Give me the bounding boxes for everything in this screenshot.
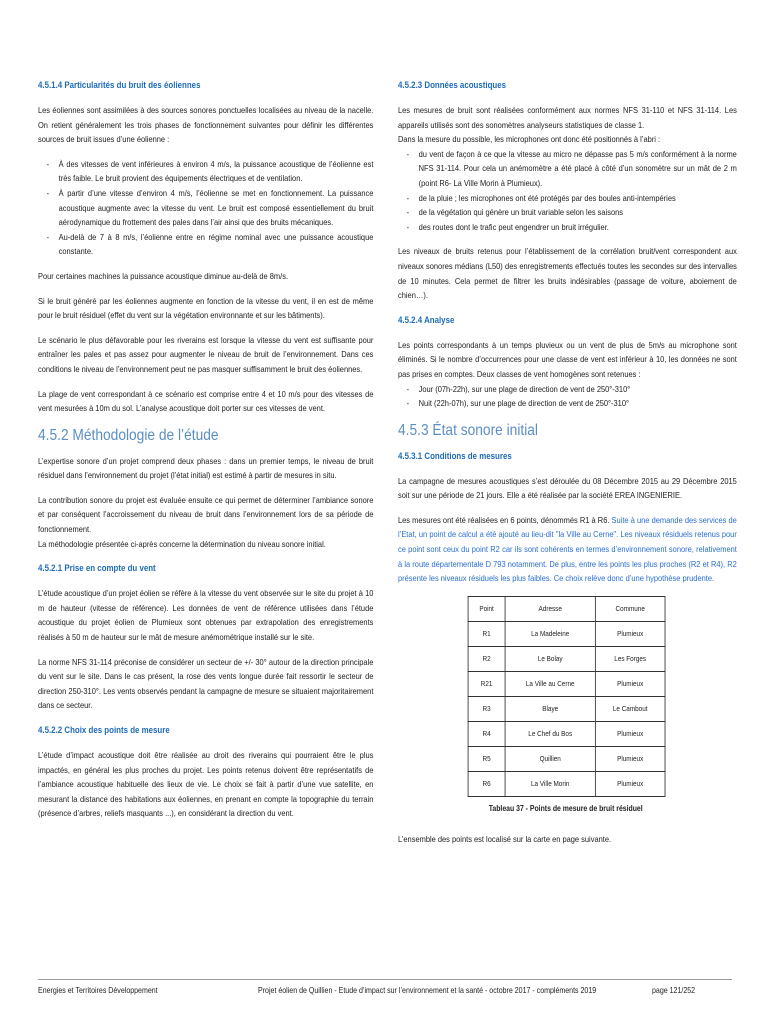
paragraph: La méthodologie présentée ci-après concerne la détermination du niveau sonore initial.: [38, 538, 326, 549]
table-cell: Plumieux: [595, 621, 665, 646]
section-heading-4-5-2-4: 4.5.2.4 Analyse: [398, 314, 455, 325]
left-column: [38, 78, 373, 831]
section-heading-4-5-2: 4.5.2 Méthodologie de l’étude: [38, 426, 219, 444]
table-cell: Plumieux: [595, 671, 665, 696]
list-item: - À des vitesses de vent inférieures à environ 4 m/s, la puissance acoustique de l’éolienne est très faible. Le bruit provient des équipements électriques et de ventilation.: [59, 157, 374, 186]
table-cell: La Ville Morin: [505, 771, 595, 796]
paragraph: Les éoliennes sont assimilées à des sources sonores ponctuelles localisées au niveau de la nacelle. On retient généralement les trois phases de fonctionnement suivantes pour définir les différentes sources de bruit issues d’une éolienne :: [38, 105, 374, 145]
paragraph: Les niveaux de bruits retenus pour l’établissement de la corrélation bruit/vent correspondent aux niveaux sonores médians (L50) des enregistrements effectués toutes les secondes sur des intervalles de 10 minutes. Cela permet de filtrer les bruits indésirables (passage de voiture, aboiement de chien…).: [398, 246, 737, 301]
table-cell: R2: [468, 646, 505, 671]
table-cell: La Ville au Cerne: [505, 671, 595, 696]
list-item: - de la pluie ; les microphones ont été protégés par des boules anti-intempéries: [419, 191, 737, 206]
table-cell: Les Forges: [595, 646, 665, 671]
paragraph: La norme NFS 31-114 préconise de considérer un secteur de +/- 30° autour de la direction principale du vent sur le site. Dans le cas présent, la rose des vents longue durée fait ressortir le secteur de direction 250-310°. Les vents observés pendant la campagne de mesure se situaient majoritairement dans ce secteur.: [38, 656, 374, 711]
list-item: - du vent de façon à ce que la vitesse au micro ne dépasse pas 5 m/s conformément à la norme NFS 31-114. Pour cela un anémomètre a été placé à côté d’un sonomètre sur un mât de 2 m (point R6- La Ville Morin à Plumieux).: [419, 147, 737, 191]
section-heading-4-5-2-2: 4.5.2.2 Choix des points de mesure: [38, 725, 170, 735]
paragraph: L’étude acoustique d’un projet éolien se réfère à la vitesse du vent observée sur le site du projet à 10 m de hauteur (vitesse de référence). Les données de vent de référence utilisées dans l’étude acoustique du projet éolien de Plumieux sont obtenues par extrapolation des enregistrements réalisés à 50 m de hauteur sur le mât de mesure anémométrique installé sur le site.: [38, 588, 374, 643]
list-item: - Nuit (22h-07h), sur une plage de direction de vent de 250°-310°: [419, 396, 737, 411]
paragraph: Dans la mesure du possible, les microphones ont donc été positionnés à l’abri :: [398, 134, 661, 145]
section-heading-4-5-3-1: 4.5.3.1 Conditions de mesures: [398, 450, 512, 461]
list-item: - Au-delà de 7 à 8 m/s, l’éolienne entre en régime nominal avec une puissance acoustique constante.: [59, 230, 374, 259]
table-cell: R21: [468, 671, 505, 696]
table-cell: La Madeleine: [505, 621, 595, 646]
table-cell: R3: [468, 696, 505, 721]
paragraph: [398, 513, 737, 586]
section-heading-4-5-2-1: 4.5.2.1 Prise en compte du vent: [38, 563, 156, 574]
table-header-cell: Adresse: [505, 596, 595, 621]
paragraph: L’étude d’impact acoustique doit être réalisée au droit des riverains qui pourraient être le plus impactés, en général les plus proches du projet. Les points retenus doivent être représentatifs de l’ambiance acoustique habituelle des lieux de vie. Le choix se fait à partir d’une vue satellite, en mesurant la distance des habitations aux éoliennes, en prenant en compte la topographie du terrain (présence d’arbres, reliefs masquants ...), en considérant la direction du vent.: [38, 750, 374, 819]
section-heading-4-5-2-3: 4.5.2.3 Données acoustiques: [398, 80, 507, 90]
measurement-points-table: [468, 596, 666, 797]
paragraph: Le scénario le plus défavorable pour les riverains est lorsque la vitesse du vent est suffisante pour entraîner les pales et pas assez pour augmenter le niveau de bruit de l’environnement. Dans ces conditions le niveau de l’environnement peut ne pas masquer suffisamment le bruit des éoliennes.: [38, 334, 374, 374]
right-column: [398, 78, 737, 857]
table-row: [468, 671, 665, 696]
table-cell: R6: [468, 771, 505, 796]
list-item: - des routes dont le trafic peut engendrer un bruit irrégulier.: [419, 220, 737, 235]
table-cell: Plumieux: [595, 771, 665, 796]
table-cell: Plumieux: [595, 746, 665, 771]
table-row: [468, 646, 665, 671]
paragraph: L’ensemble des points est localisé sur la carte en page suivante.: [398, 834, 612, 845]
paragraph: Les points correspondants à un temps pluvieux ou un vent de plus de 5m/s au microphone sont éliminés. Si le nombre d’occurrences pour une classe de vent est inférieur à 10, les données ne sont pas prises en comptes. Deux classes de vent homogènes sont retenues :: [398, 339, 737, 379]
table-cell: Plumieux: [595, 721, 665, 746]
table-cell: Le Chef du Bos: [505, 721, 595, 746]
table-header-cell: Point: [468, 596, 505, 621]
paragraph: La plage de vent correspondant à ce scénario est comprise entre 4 et 10 m/s pour des vitesses de vent mesurées à 10m du sol. L’analyse acoustique doit porter sur ces vitesses de vent.: [38, 388, 374, 414]
table-cell: Le Cambout: [595, 696, 665, 721]
footer-organization: Energies et Territoires Développement: [38, 986, 158, 995]
paragraph: L’expertise sonore d’un projet comprend deux phases : dans un premier temps, le niveau de bruit résiduel dans l’environnement du projet (l’état initial) est estimé à partir de mesures in situ.: [38, 455, 374, 481]
footer-divider: [38, 979, 732, 980]
table-row: [468, 721, 665, 746]
paragraph: Les mesures de bruit sont réalisées conformément aux normes NFS 31-110 et NFS 31-114. Les appareils utilisés sont des sonomètres analyseurs statistiques de classe 1.: [398, 105, 737, 130]
list-item: - Jour (07h-22h), sur une plage de direction de vent de 250°-310°: [419, 382, 737, 397]
table-cell: R1: [468, 621, 505, 646]
paragraph: La contribution sonore du projet est évaluée ensuite ce qui permet de déterminer l’ambiance sonore et par conséquent l’accroissement du niveau de bruit dans l’environnement lors de sa période de fonctionnement.: [38, 494, 374, 535]
paragraph-text: Les mesures ont été réalisées en 6 points, dénommés R1 à R6.: [398, 514, 612, 525]
paragraph: Si le bruit généré par les éoliennes augmente en fonction de la vitesse du vent, il en est de même pour le bruit résiduel (effet du vent sur la végétation environnante et sur les bâtiments).: [38, 295, 374, 321]
bullet-list: [398, 147, 737, 235]
table-header-cell: Commune: [595, 596, 665, 621]
section-heading-4-5-1-4: 4.5.1.4 Particularités du bruit des éoliennes: [38, 80, 201, 90]
table-header-row: [468, 596, 665, 621]
table-row: [468, 771, 665, 796]
list-item: - de la végétation qui génère un bruit variable selon les saisons: [419, 205, 737, 220]
table-cell: R4: [468, 721, 505, 746]
table-cell: R5: [468, 746, 505, 771]
table-row: [468, 696, 665, 721]
table-cell: Blaye: [505, 696, 595, 721]
paragraph: La campagne de mesures acoustiques s’est déroulée du 08 Décembre 2015 au 29 Décembre 2015 soit sur une période de 21 jours. Elle a été réalisée par la société EREA INGENIERIE.: [398, 475, 737, 501]
table-caption: Tableau 37 - Points de mesure de bruit résiduel: [488, 803, 643, 813]
table-row: [468, 621, 665, 646]
table-cell: Le Bolay: [505, 646, 595, 671]
list-item: - À partir d’une vitesse d’environ 4 m/s, l’éolienne se met en fonctionnement. La puissance acoustique augmente avec la vitesse du vent. Le bruit est composé essentiellement du bruit aérodynamique du frottement des pales dans l’air ainsi que des bruits mécaniques.: [59, 186, 374, 230]
section-heading-4-5-3: 4.5.3 État sonore initial: [398, 421, 538, 439]
footer-document-title: Projet éolien de Quillien - Etude d’impact sur l’environnement et la santé - octobre 2017 - compléments 2019: [258, 986, 597, 995]
paragraph: Pour certaines machines la puissance acoustique diminue au-delà de 8m/s.: [38, 270, 289, 281]
bullet-list: [398, 382, 737, 411]
highlighted-text: Suite à une demande des services de l’Etat, un point de calcul a été ajouté au lieu-dit "la Ville au Cerne". Les niveaux résiduels retenus pour ce point sont ceux du point R2 car ils sont cohérents en termes d’environnement sonore, relativement à la route départementale D 793 notamment. De plus, entre les points les plus proches (R2 et R4), R2 présente les niveaux résiduels les plus faibles. Ce choix relève donc d’une hypothèse prudente.: [398, 514, 737, 584]
bullet-list: [38, 157, 373, 259]
footer-page-number: page 121/252: [652, 986, 696, 995]
table-cell: Quillien: [505, 746, 595, 771]
table-row: [468, 746, 665, 771]
